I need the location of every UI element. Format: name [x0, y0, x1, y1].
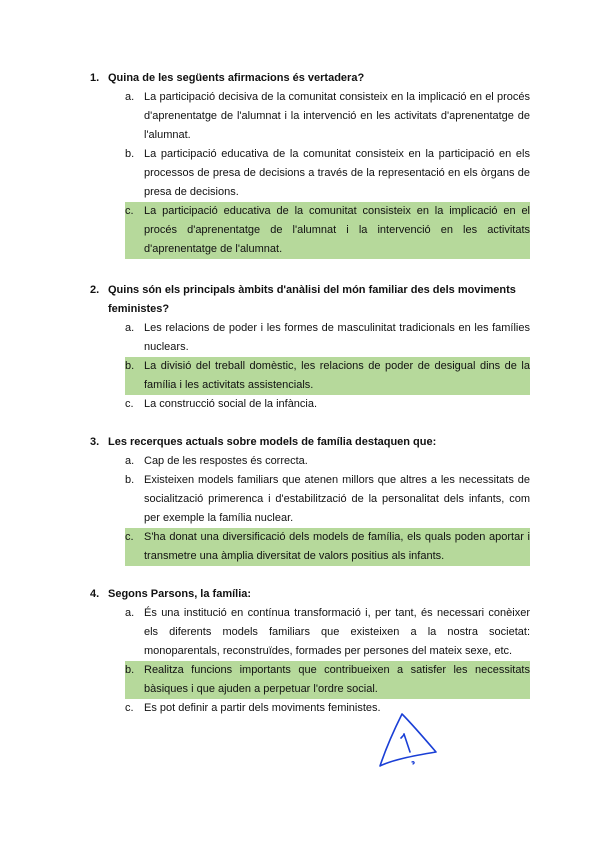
- question-text: Les recerques actuals sobre models de família destaquen que:: [108, 436, 437, 448]
- option-letter: c.: [125, 398, 134, 410]
- option-a: [125, 452, 530, 471]
- question-2: [90, 281, 530, 414]
- question-number: 1.: [90, 72, 100, 84]
- option-letter: b.: [125, 474, 135, 486]
- option-list: [90, 604, 530, 718]
- option-text: Realitza funcions importants que contribueixen a satisfer les necessitats bàsiques i que ajuden a perpetuar l'ordre social.: [144, 661, 530, 699]
- option-c-highlighted: [125, 202, 530, 259]
- handwritten-triangle-mark-icon: [372, 708, 442, 778]
- option-letter: c.: [125, 702, 134, 714]
- option-list: [90, 319, 530, 414]
- option-letter: a.: [125, 91, 135, 103]
- question-header: [90, 433, 530, 452]
- option-text: S'ha donat una diversificació dels models de família, els quals poden aportar i transmetre una àmplia diversitat de valors positius als infants.: [144, 528, 530, 566]
- option-a: [125, 88, 530, 145]
- question-3: [90, 433, 530, 566]
- option-b-highlighted: [125, 661, 530, 699]
- question-text: Segons Parsons, la família:: [108, 588, 252, 600]
- option-text: Es pot definir a partir dels moviments feministes.: [144, 702, 381, 714]
- option-b-highlighted: [125, 357, 530, 395]
- option-list: [90, 452, 530, 566]
- option-letter: a.: [125, 322, 135, 334]
- option-c: [125, 395, 530, 414]
- option-text: La participació decisiva de la comunitat consisteix en la implicació en el procés d'aprenentatge de l'alumnat i la intervenció en les activitats d'aprenentatge de l'alumnat.: [144, 91, 530, 141]
- option-text: Existeixen models familiars que atenen millors que altres a les necessitats de socialització primerenca i d'estabilització de la personalitat dels infants, com per exemple la família nuclear.: [144, 474, 530, 524]
- option-letter: a.: [125, 607, 135, 619]
- option-c: [125, 699, 530, 718]
- option-letter: b.: [125, 148, 135, 160]
- option-text: Cap de les respostes és correcta.: [144, 455, 308, 467]
- option-text: La participació educativa de la comunitat consisteix en la participació en els processos de presa de decisions a través de la representació en els òrgans de presa de decisions.: [144, 148, 530, 198]
- question-text: Quina de les següents afirmacions és vertadera?: [108, 72, 365, 84]
- option-letter: c.: [125, 202, 144, 259]
- option-b: [125, 145, 530, 202]
- option-c-highlighted: [125, 528, 530, 566]
- question-header: [90, 69, 530, 88]
- option-letter: b.: [125, 357, 144, 395]
- question-text: Quins són els principals àmbits d'anàlisi del món familiar des dels moviments feministes?: [108, 284, 516, 315]
- option-a: [125, 604, 530, 661]
- option-text: La construcció social de la infància.: [144, 398, 318, 410]
- option-list: [90, 88, 530, 259]
- question-header: [90, 585, 530, 604]
- option-text: És una institució en contínua transformació i, per tant, és necessari conèixer els diferents models familiars que existeixen a la nostra societat: monoparentals, reconstruïdes, formades per persones del mateix sexe, etc.: [144, 607, 530, 657]
- option-letter: a.: [125, 455, 135, 467]
- option-text: Les relacions de poder i les formes de masculinitat tradicionals en les famílies nuclears.: [144, 322, 530, 353]
- option-text: La divisió del treball domèstic, les relacions de poder de desigual dins de la família i les activitats assistencials.: [144, 357, 530, 395]
- option-letter: b.: [125, 661, 144, 699]
- option-text: La participació educativa de la comunitat consisteix en la implicació en el procés d'aprenentatge de l'alumnat i la intervenció en les activitats d'aprenentatge de l'alumnat.: [144, 202, 530, 259]
- question-header: [90, 281, 530, 319]
- question-4: [90, 585, 530, 718]
- question-number: 3.: [90, 436, 100, 448]
- option-letter: c.: [125, 528, 144, 566]
- option-b: [125, 471, 530, 528]
- question-number: 2.: [90, 284, 100, 296]
- question-number: 4.: [90, 588, 100, 600]
- question-1: [90, 69, 530, 259]
- option-a: [125, 319, 530, 357]
